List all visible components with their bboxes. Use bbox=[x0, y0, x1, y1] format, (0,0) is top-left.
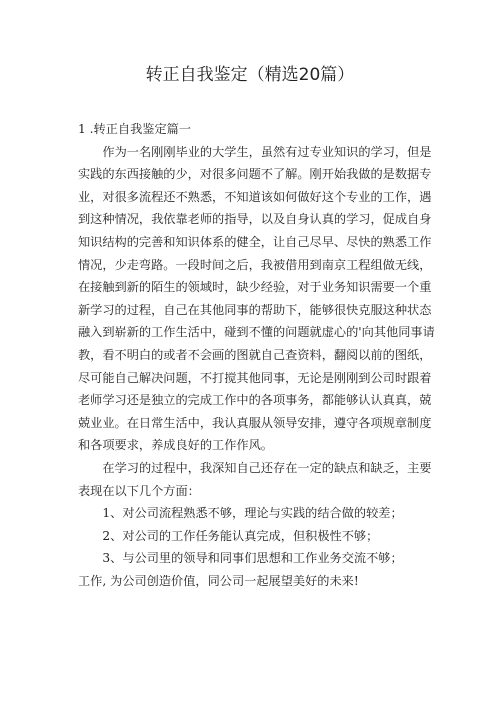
section-heading: 1 .转正自我鉴定篇一 bbox=[78, 122, 192, 136]
list-item-3: 3、与公司里的领导和同事们思想和工作业务交流不够； bbox=[102, 551, 403, 566]
paragraph-2: 在学习的过程中，我深知自己还存在一定的缺点和缺乏，主要表现在以下几个方面： bbox=[78, 460, 432, 498]
paragraph-1: 作为一名刚刚毕业的大学生，虽然有过专业知识的学习，但是实践的东西接触的少，对很多问题不了解。刚开始我做的是数据专业，对很多流程还不熟悉，不知道该如何做好这个专业的工作，遇到这种情况，我依靠老师的指导，以及自身认真的学习，促成自身知识结构的完善和知识体系的健全，让自己尽早、尽快的熟悉工作情况，少走弯路。一段时间之后，我被借用到南京工程组做无线，在接触到新的陌生的领域时，缺少经验，对于业务知识需要一个重新学习的过程，自己在其他同事的帮助下，能够很快克服这种状态融入到崭新的工作生活中，碰到不懂的问题就虚心的'向其他同事请教，看不明白的或者不会画的图就自己查资料，翻阅以前的图纸，尽可能自己解决问题，不打搅其他同事，无论是刚刚到公司时跟着老师学习还是独立的完成工作中的各项事务，都能够认认真真，兢兢业业。在日常生活中，我认真服从领导安排，遵守各项规章制度和各项要求，养成良好的工作作风。 bbox=[78, 144, 435, 453]
list-item-1: 1、对公司流程熟悉不够，理论与实践的结合做的较差； bbox=[102, 506, 403, 521]
document-title: 转正自我鉴定（精选20篇） bbox=[145, 65, 355, 85]
document-body bbox=[78, 118, 436, 592]
list-item-2: 2、对公司的工作任务能认真完成，但积极性不够； bbox=[102, 528, 379, 543]
closing-line: 工作, 为公司创造价值，同公司一起展望美好的未来! bbox=[78, 573, 359, 588]
